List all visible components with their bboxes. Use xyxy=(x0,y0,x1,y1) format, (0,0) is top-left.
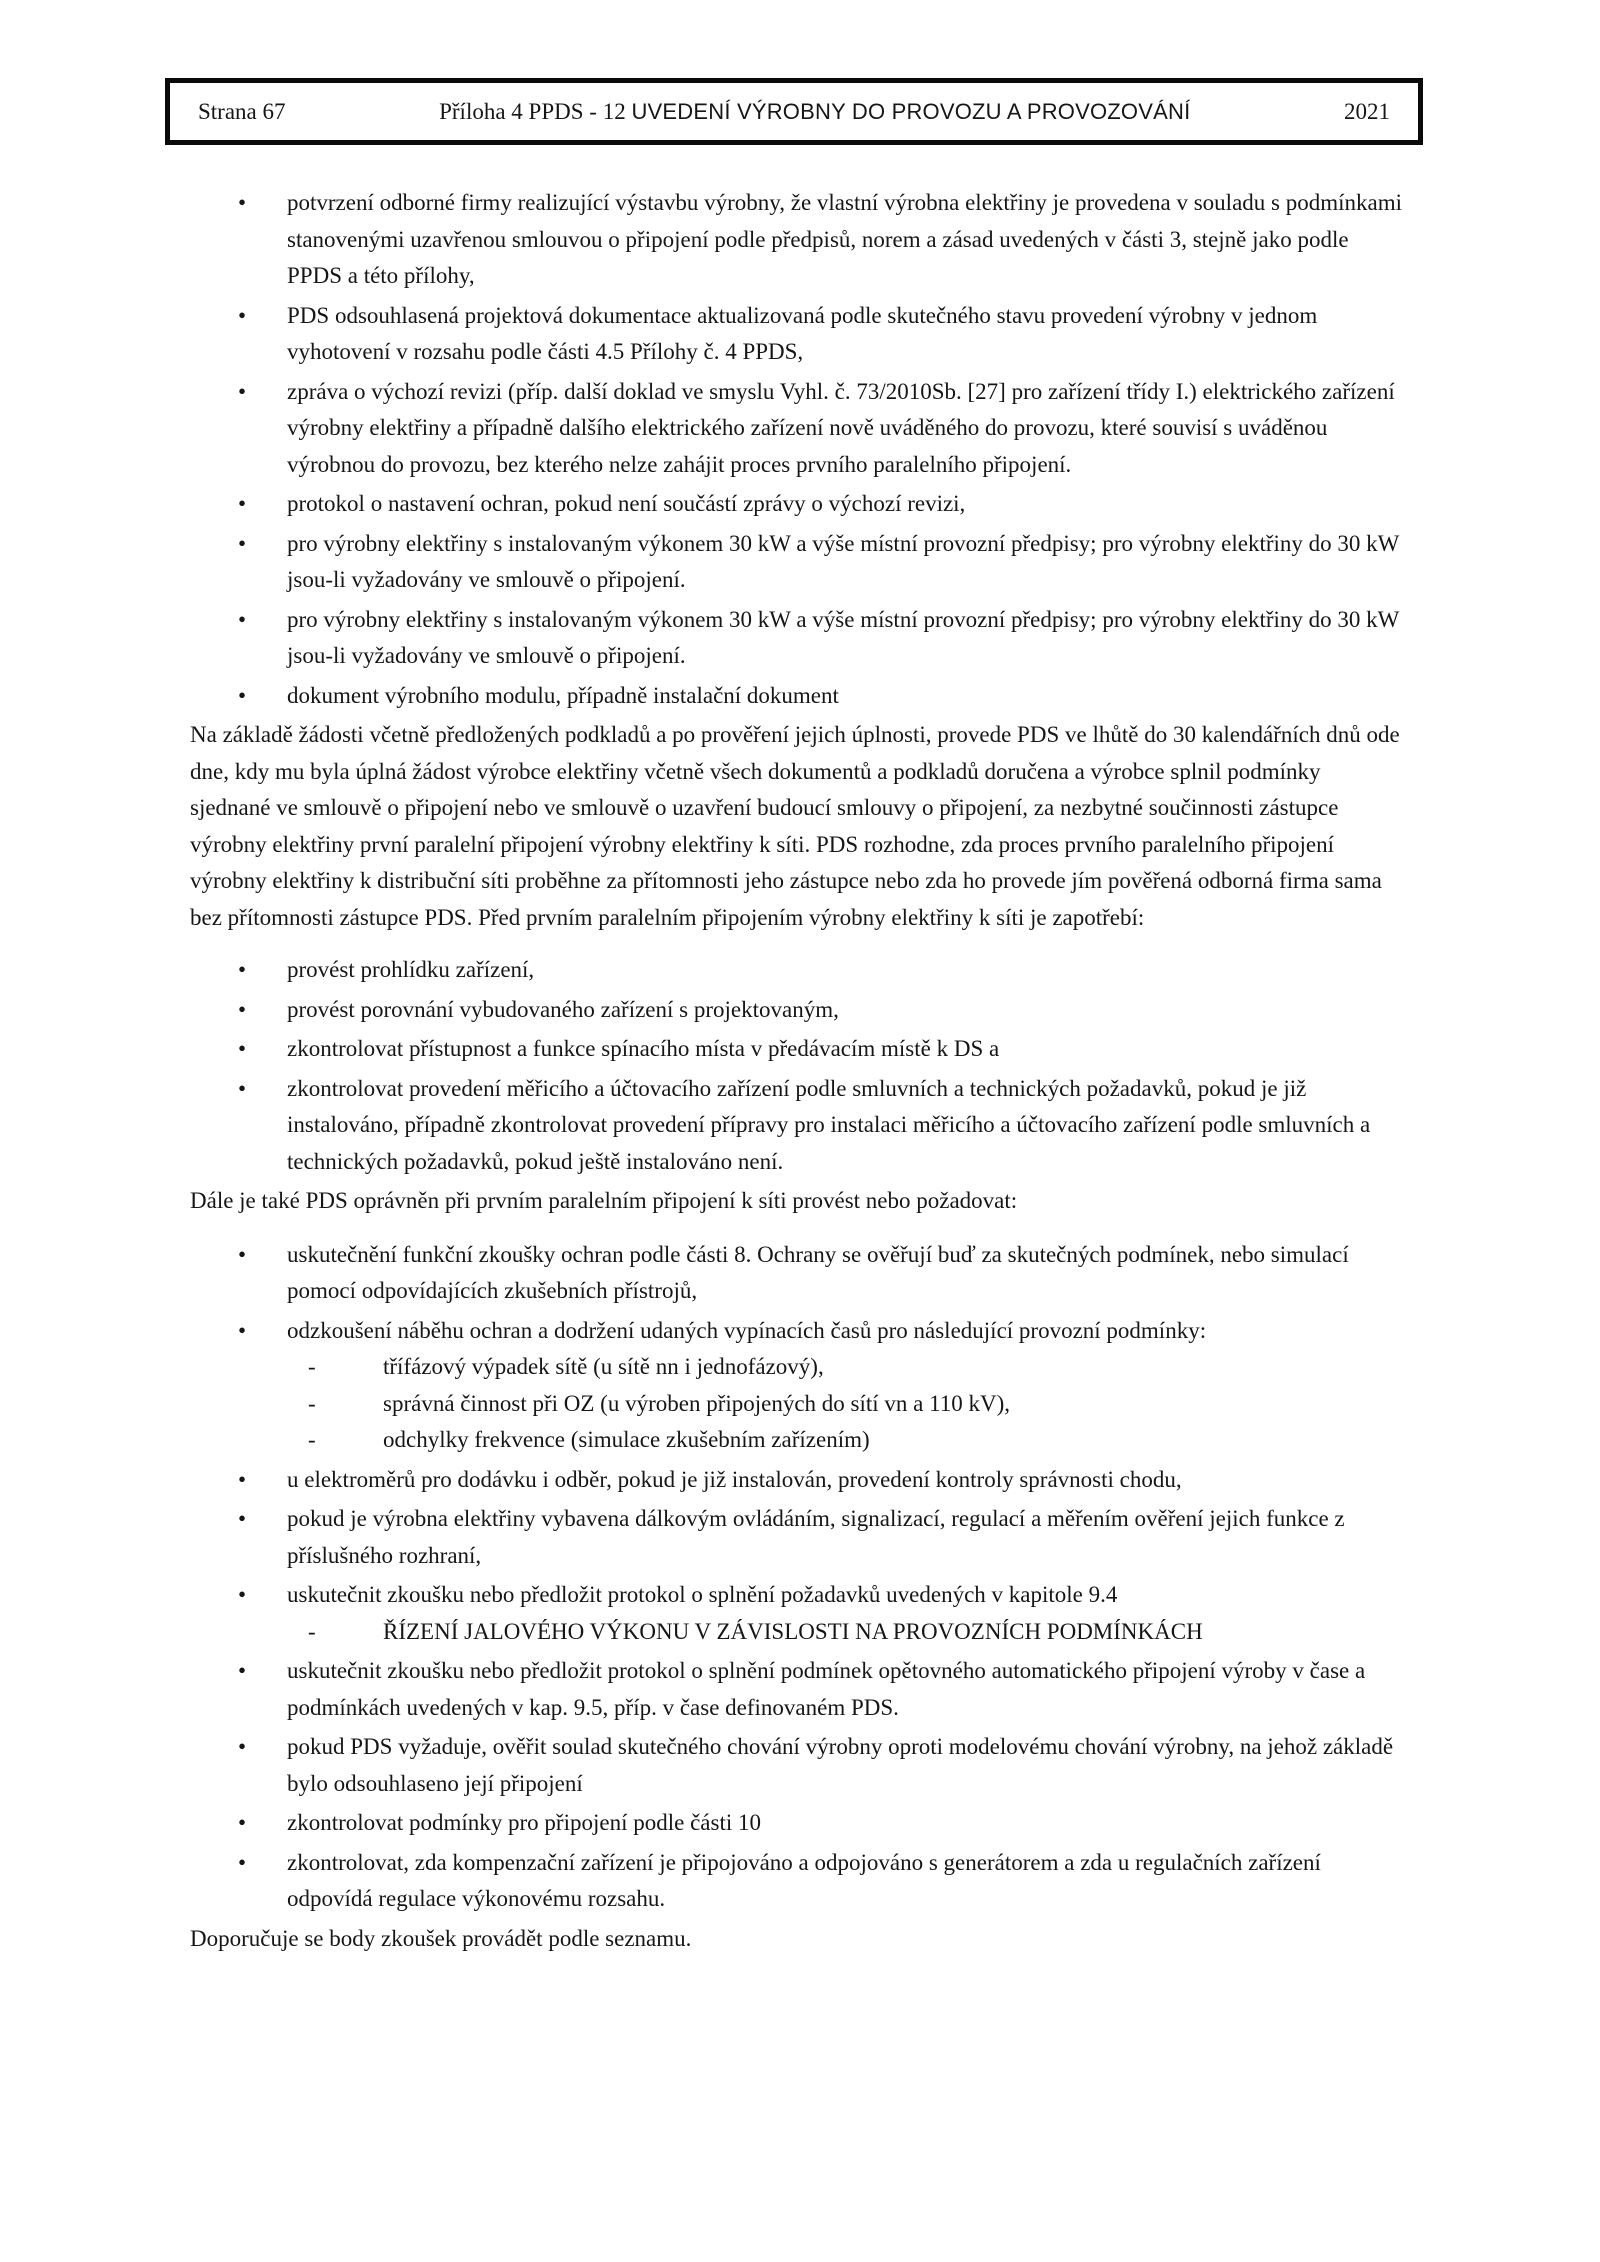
bullet-list xyxy=(190,1237,1402,1918)
list-item-text: uskutečnit zkoušku nebo předložit protokol o splnění požadavků uvedených v kapitole 9.4 xyxy=(287,1582,1118,1607)
list-item-text: u elektroměrů pro dodávku i odběr, pokud je již instalován, provedení kontroly správnosti chodu, xyxy=(287,1466,1182,1492)
list-item xyxy=(190,992,1402,1029)
list-item-text: PDS odsouhlasená projektová dokumentace aktualizovaná podle skutečného stavu provedení výrobny v jednom vyhotovení v rozsahu podle části 4.5 Přílohy č. 4 PPDS, xyxy=(287,302,1318,364)
list-item xyxy=(190,1313,1402,1459)
list-item xyxy=(190,1845,1402,1918)
bullet-list xyxy=(190,185,1402,714)
list-item-text: pro výrobny elektřiny s instalovaným výkonem 30 kW a výše místní provozní předpisy; pro výrobny elektřiny do 30 kW jsou-li vyžadovány ve smlouvě o připojení. xyxy=(287,530,1399,592)
list-item xyxy=(190,952,1402,989)
list-item xyxy=(190,526,1402,599)
document-title-main: UVEDENÍ VÝROBNY DO PROVOZU A PROVOZOVÁNÍ xyxy=(631,98,1191,124)
list-item xyxy=(190,1462,1402,1499)
list-item-text: potvrzení odborné firmy realizující výstavbu výrobny, že vlastní výrobna elektřiny je provedena v souladu s podmínkami stanovenými uzavřenou smlouvou o připojení podle předpisů, norem a zásad uvedených v části 3, stejně jako podle PPDS a této přílohy, xyxy=(287,190,1402,288)
list-item xyxy=(190,1577,1402,1650)
list-item xyxy=(190,1501,1402,1574)
list-item xyxy=(190,1031,1402,1068)
list-item-text: uskutečnění funkční zkoušky ochran podle části 8. Ochrany se ověřují buď za skutečných podmínek, nebo simulací pomocí odpovídajících zkušebních přístrojů, xyxy=(287,1241,1349,1303)
list-item xyxy=(190,1729,1402,1802)
dash-sublist xyxy=(287,1349,1402,1459)
list-item xyxy=(190,1653,1402,1726)
dash-sub-item: - odchylky frekvence (simulace zkušebním zařízením) xyxy=(287,1422,1402,1459)
paragraph: Dále je také PDS oprávněn při prvním paralelním připojení k síti provést nebo požadovat: xyxy=(190,1188,1018,1213)
list-item-text: pro výrobny elektřiny s instalovaným výkonem 30 kW a výše místní provozní předpisy; pro výrobny elektřiny do 30 kW jsou-li vyžadovány ve smlouvě o připojení. xyxy=(287,606,1399,668)
list-item xyxy=(190,602,1402,675)
list-item xyxy=(190,678,1402,715)
list-item-text: zkontrolovat podmínky pro připojení podle části 10 xyxy=(287,1810,761,1835)
dash-sub-item: - ŘÍZENÍ JALOVÉHO VÝKONU V ZÁVISLOSTI NA PROVOZNÍCH PODMÍNKÁCH xyxy=(287,1614,1402,1651)
list-item-text: pokud PDS vyžaduje, ověřit soulad skutečného chování výrobny oproti modelovému chování výrobny, na jehož základě bylo odsouhlaseno její připojení xyxy=(287,1734,1394,1796)
paragraph: Na základě žádosti včetně předložených podkladů a po prověření jejich úplnosti, provede PDS ve lhůtě do 30 kalendářních dnů ode dne, kdy mu byla úplná žádost výrobce elektřiny včetně všech dokumentů a podkladů doručena a výrobce splnil podmínky sjednané ve smlouvě o připojení nebo ve smlouvě o uzavření budoucí smlouvy o připojení, za nezbytné součinnosti zástupce výrobny elektřiny první paralelní připojení výrobny elektřiny k síti. PDS rozhodne, zda proces prvního paralelního připojení výrobny elektřiny k distribuční síti proběhne za přítomnosti jeho zástupce nebo zda ho provede jím pověřená odborná firma sama bez přítomnosti zástupce PDS. Před prvním paralelním připojením výrobny elektřiny k síti je zapotřebí: xyxy=(190,722,1400,930)
list-item-text: zkontrolovat provedení měřicího a účtovacího zařízení podle smluvních a technických požadavků, pokud je již instalováno, případně zkontrolovat provedení přípravy pro instalaci měřicího a účtovacího zařízení podle smluvních a technických požadavků, pokud ještě instalováno není. xyxy=(287,1075,1371,1174)
list-item xyxy=(190,374,1402,484)
document-title-prefix: Příloha 4 PPDS - 12 xyxy=(439,98,632,124)
document-body xyxy=(190,185,1402,1957)
list-item-text: odzkoušení náběhu ochran a dodržení udaných vypínacích časů pro následující provozní podmínky: xyxy=(287,1317,1207,1343)
dash-sub-item: - třífázový výpadek sítě (u sítě nn i jednofázový), xyxy=(287,1349,1402,1386)
list-item xyxy=(190,185,1402,295)
list-item xyxy=(190,486,1402,523)
list-item xyxy=(190,1237,1402,1310)
list-item-text: provést porovnání vybudovaného zařízení s projektovaným, xyxy=(287,996,839,1022)
dash-sub-item: - správná činnost při OZ (u výroben připojených do sítí vn a 110 kV), xyxy=(287,1386,1402,1423)
list-item xyxy=(190,1805,1402,1842)
list-item xyxy=(190,1071,1402,1181)
document-title xyxy=(286,99,1344,125)
list-item-text: protokol o nastavení ochran, pokud není součástí zprávy o výchozí revizi, xyxy=(287,491,966,516)
list-item-text: pokud je výrobna elektřiny vybavena dálkovým ovládáním, signalizací, regulací a měřením ověření jejich funkce z příslušného rozhraní, xyxy=(287,1506,1345,1568)
list-item xyxy=(190,298,1402,371)
year-label: 2021 xyxy=(1344,98,1390,124)
dash-sublist xyxy=(287,1614,1402,1651)
bullet-list xyxy=(190,952,1402,1180)
list-item-text: dokument výrobního modulu, případně instalační dokument xyxy=(287,682,839,708)
page-header xyxy=(165,78,1423,145)
list-item-text: zkontrolovat, zda kompenzační zařízení je připojováno a odpojováno s generátorem a zda u regulačních zařízení odpovídá regulace výkonovému rozsahu. xyxy=(287,1849,1321,1911)
list-item-text: provést prohlídku zařízení, xyxy=(287,957,535,982)
page-number-label: Strana 67 xyxy=(198,98,286,124)
list-item-text: zkontrolovat přístupnost a funkce spínacího místa v předávacím místě k DS a xyxy=(287,1036,1000,1061)
list-item-text: uskutečnit zkoušku nebo předložit protokol o splnění podmínek opětovného automatického připojení výroby v čase a podmínkách uvedených v kap. 9.5, příp. v čase definovaném PDS. xyxy=(287,1658,1366,1720)
list-item-text: zpráva o výchozí revizi (příp. další doklad ve smyslu Vyhl. č. 73/2010Sb. [27] pro zařízení třídy I.) elektrického zařízení výrobny elektřiny a případně dalšího elektrického zařízení nově uváděného do provozu, které souvisí s uváděnou výrobnou do provozu, bez kterého nelze zahájit proces prvního paralelního připojení. xyxy=(287,378,1395,477)
paragraph: Doporučuje se body zkoušek provádět podle seznamu. xyxy=(190,1925,692,1951)
